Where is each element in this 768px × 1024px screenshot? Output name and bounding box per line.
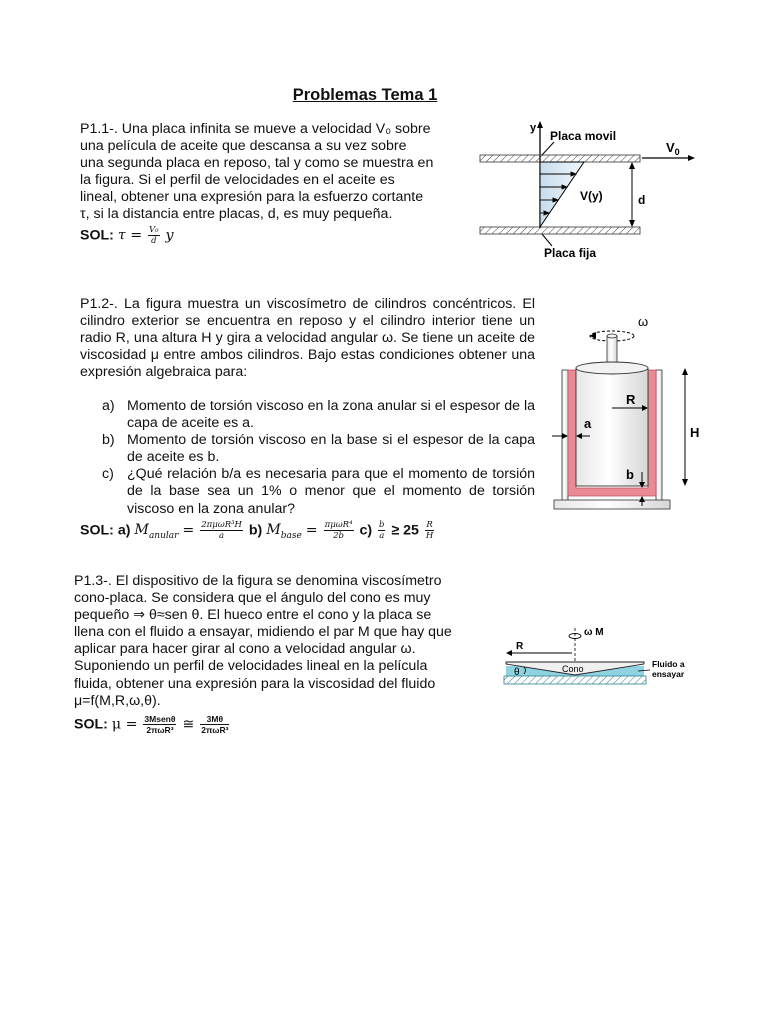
p11-line-4: la figura. Si el perfil de velocidades en el aceite es xyxy=(80,172,395,189)
p12-sol-c-label: c) xyxy=(359,522,373,539)
p13-sol-lhs: μ = xyxy=(111,716,138,733)
p13-sol-num1: 3Msenθ xyxy=(144,714,176,724)
p12-sol-c-num1: b xyxy=(379,520,385,530)
p11-sol-den: d xyxy=(151,236,157,246)
moving-plate-leader xyxy=(542,142,554,155)
p12-sol-c-den1: a xyxy=(379,531,385,541)
height-label: H xyxy=(690,425,700,440)
shaft xyxy=(607,336,617,366)
p12-sol-b-den: 2b xyxy=(333,531,344,541)
inner-cylinder-top xyxy=(576,362,648,374)
velocity-label: $V_0$ xyxy=(666,140,680,157)
moving-plate-label: Placa movil xyxy=(550,129,617,143)
p11-line-5: lineal, obtener una expresión para la esfuerzo cortante xyxy=(80,189,424,206)
p12-sol-b-fraction xyxy=(324,520,354,541)
p13-sol-num2: 3Mθ xyxy=(200,714,229,725)
p13-sol-label: SOL: xyxy=(74,716,108,733)
p12-sol-a-fraction xyxy=(200,520,243,541)
p13-solution xyxy=(74,714,231,735)
item-a-marker: a) xyxy=(102,398,115,414)
p12-sol-label: SOL: a) xyxy=(80,522,131,539)
radius-label: R xyxy=(626,392,636,407)
item-b-text: Momento de torsión viscoso en la base si el espesor de la capa de aceite es b. xyxy=(127,432,535,466)
p13-sol-fraction-2 xyxy=(200,714,229,735)
p12-sol-c-den2: H xyxy=(425,531,434,541)
p13-line-2: cono-placa. Se considera que el ángulo del cono es muy xyxy=(74,590,431,607)
p12-sol-b-lhs: $M_{base}$ xyxy=(266,522,302,542)
p13-sol-den2: 2πωR³ xyxy=(201,725,229,735)
velocity-arrowhead xyxy=(688,155,695,161)
angle-label: θ xyxy=(514,667,520,678)
p12-sol-b-label: b) xyxy=(248,522,263,539)
p12-solution xyxy=(80,520,436,541)
item-a xyxy=(80,398,535,432)
radius-label: R xyxy=(516,641,524,652)
item-c xyxy=(80,466,535,517)
p12-sol-b-num: πμωR⁴ xyxy=(324,520,353,530)
p11-line-6: τ, si la distancia entre placas, d, es muy pequeña. xyxy=(80,206,393,223)
p13-line-4: llena con el fluido a ensayar, midiendo el par M que hay que xyxy=(74,624,452,641)
profile-label: V(y) xyxy=(580,189,603,203)
item-b xyxy=(80,432,535,466)
p13-line-7: fluida, obtener una expresión para la viscosidad del fluido xyxy=(74,675,436,692)
p13-line-1: P1.3-. El dispositivo de la figura se denomina viscosímetro xyxy=(74,573,442,589)
problem-1-2-items xyxy=(80,398,535,518)
p12-sol-c-rel: ≥ 25 xyxy=(391,522,419,539)
y-axis-label: y xyxy=(530,122,537,134)
p13-sol-approx: ≅ xyxy=(182,716,195,733)
p11-sol-fraction xyxy=(148,225,160,246)
p13-line-3: pequeño ⇒ θ≈sen θ. El hueco entre el cono y la placa se xyxy=(74,607,432,624)
item-b-marker: b) xyxy=(102,432,115,449)
p12-sol-a-den: a xyxy=(219,531,225,541)
p12-sol-c-fraction-2 xyxy=(425,520,434,541)
problem-1-1-text xyxy=(80,121,466,224)
item-c-marker: c) xyxy=(102,466,114,483)
page-title: Problemas Tema 1 xyxy=(292,86,438,104)
cone-label: Cono xyxy=(562,664,584,674)
item-c-text: ¿Qué relación b/a es necesaria para que el momento de torsión de la base sea un 1% o menor que el momento de torsión viscoso en la zona anular? xyxy=(127,466,535,517)
cone-plate-figure xyxy=(500,620,700,694)
radius-arrowhead xyxy=(506,650,512,656)
p11-sol-rhs: y xyxy=(165,227,174,244)
y-axis-arrowhead xyxy=(537,121,543,128)
gap-arrow-top xyxy=(629,162,635,169)
fixed-plate-leader xyxy=(542,234,552,246)
outer-cylinder-base xyxy=(554,500,670,509)
velocity-profile xyxy=(540,162,584,227)
p12-sol-c-fraction-1 xyxy=(378,520,385,541)
fixed-plate-label: Placa fija xyxy=(544,246,597,260)
p11-sol-num: V₀ xyxy=(149,225,159,235)
p13-sol-den1: 2πωR³ xyxy=(146,725,174,735)
fluid-label-line-1: Fluido a xyxy=(652,659,685,669)
fixed-plate xyxy=(480,227,640,234)
p12-sol-a-eq: = xyxy=(182,522,195,539)
fixed-plate xyxy=(504,676,646,684)
shaft-top xyxy=(607,334,617,338)
height-arrow-bottom xyxy=(682,479,688,486)
p11-line-2: una película de aceite que descansa a su vez sobre xyxy=(80,138,407,155)
gap-a-label: a xyxy=(584,416,592,431)
problem-1-3-text xyxy=(74,573,494,710)
gap-b-label: b xyxy=(626,467,634,482)
p13-line-6: Suponiendo un perfil de velocidades lineal en la película xyxy=(74,658,428,675)
moving-plate xyxy=(480,155,640,162)
p11-line-3: una segunda placa en reposo, tal y como se muestra en xyxy=(80,155,434,172)
omega-label: ω xyxy=(638,314,649,329)
cylinder-viscometer-figure xyxy=(550,306,720,516)
p11-solution xyxy=(80,225,174,246)
p13-line-5: aplicar para hacer girar al cono a velocidad angular ω. xyxy=(74,641,416,658)
gap-arrow-bottom xyxy=(629,220,635,227)
p12-sol-b-eq: = xyxy=(305,522,318,539)
height-arrow-top xyxy=(682,368,688,375)
plates-figure xyxy=(472,112,702,264)
p12-sol-a-lhs: $M_{anular}$ xyxy=(134,522,179,542)
omega-torque-label: ω M xyxy=(584,627,604,638)
p12-sol-c-num2: R xyxy=(426,520,433,530)
gap-label: d xyxy=(638,193,646,207)
p11-sol-label: SOL: xyxy=(80,227,114,244)
p13-line-8: μ=f(M,R,ω,θ). xyxy=(74,692,161,709)
outer-cylinder-right-wall xyxy=(656,370,662,504)
p11-sol-lhs: τ = xyxy=(117,227,143,244)
item-a-text: Momento de torsión viscoso en la zona anular si el espesor de la capa de aceite es a. xyxy=(127,398,535,432)
fluid-label-line-2: ensayar xyxy=(652,669,685,679)
gap-b-arrowhead-bottom xyxy=(639,496,645,502)
p12-sol-a-num: 2πμωR³H xyxy=(201,520,242,530)
problem-1-2-intro: P1.2-. La figura muestra un viscosímetro de cilindros concéntricos. El cilindro exterior se encuentra en reposo y el cilindro interior tiene un radio R, una altura H y gira a velocidad angular ω. Se tiene un aceite de viscosidad μ entre ambos cilindros. Bajo estas condiciones obtener una expresión algebraica para: xyxy=(80,296,535,381)
p13-sol-fraction-1 xyxy=(143,714,176,735)
p11-line-1: P1.1-. Una placa infinita se mueve a velocidad V₀ sobre xyxy=(80,121,431,137)
